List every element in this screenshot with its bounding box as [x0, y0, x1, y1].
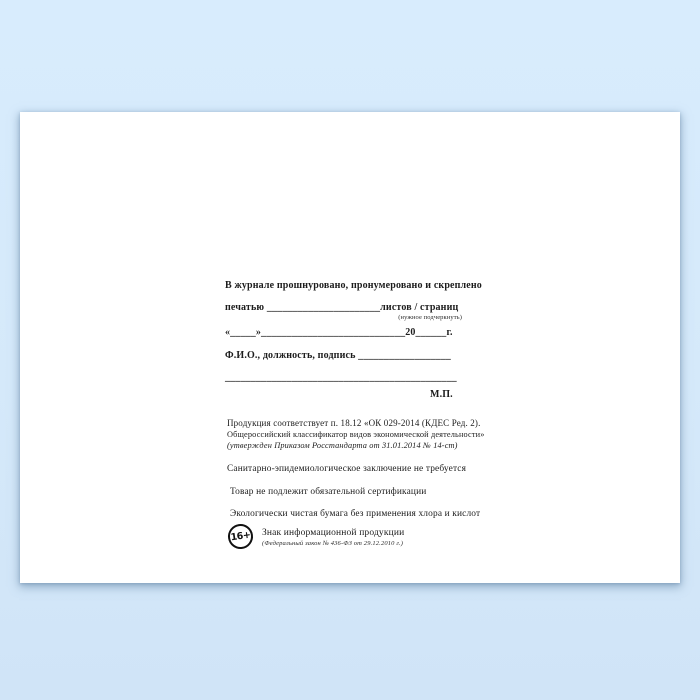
sanitary-note: Санитарно-эпидемиологическое заключение не требуется: [227, 464, 467, 474]
age-16-badge-label: 16+: [229, 529, 252, 544]
date-line: «_____»____________________________20______г.: [225, 327, 453, 338]
certification-note: Товар не подлежит обязательной сертификации: [230, 487, 427, 497]
age-16-badge-icon: [226, 522, 254, 550]
product-conformity-line1: Продукция соответствует п. 18.12 «ОК 029-2014 (КДЕС Ред. 2).: [227, 418, 481, 428]
extra-signature-line: _____________________________________________: [225, 372, 457, 383]
age-mark-law: (Федеральный закон № 436-ФЗ от 29.12.2010 г.): [262, 540, 404, 547]
stitch-statement: В журнале прошнуровано, пронумеровано и скреплено: [225, 280, 482, 291]
journal-back-page: [20, 112, 680, 583]
ecology-note: Экологически чистая бумага без применения хлора и кислот: [230, 509, 481, 519]
product-conformity-line2: Общероссийский классификатор видов экономической деятельности»: [227, 430, 485, 439]
product-conformity-line3: (утвержден Приказом Росстандарта от 31.01.2014 № 14-ст): [227, 441, 458, 450]
underline-note: (нужное подчеркнуть): [398, 314, 462, 321]
seal-sheets-line: печатью ______________________листов / страниц: [225, 302, 459, 313]
seal-place-mark: М.П.: [430, 389, 453, 400]
signature-line: Ф.И.О., должность, подпись __________________: [225, 350, 451, 361]
age-mark-title: Знак информационной продукции: [262, 528, 405, 538]
